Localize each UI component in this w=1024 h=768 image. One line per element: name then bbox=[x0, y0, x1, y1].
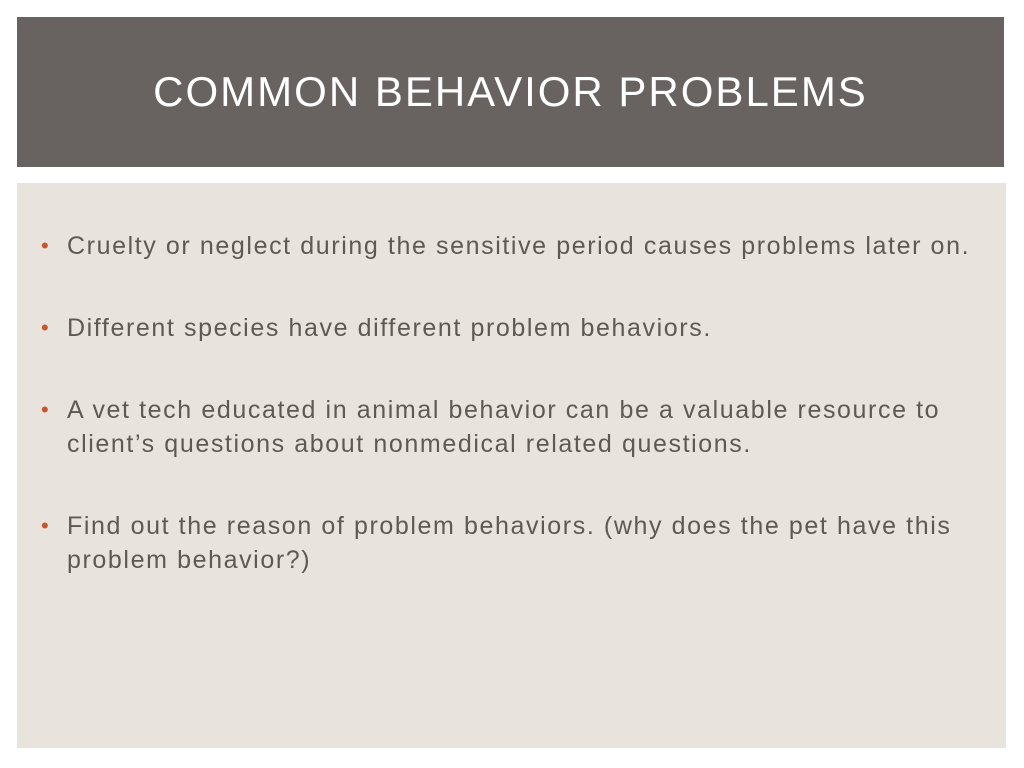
bullet-dot-icon: • bbox=[41, 315, 51, 340]
bullet-list bbox=[41, 229, 991, 577]
bullet-text: Different species have different problem behaviors. bbox=[67, 314, 712, 342]
bullet-dot-icon: • bbox=[41, 233, 51, 258]
bullet-item bbox=[41, 393, 991, 461]
bullet-text: Cruelty or neglect during the sensitive period causes problems later on. bbox=[67, 232, 971, 260]
bullet-item bbox=[41, 509, 991, 577]
bullet-text: Find out the reason of problem behaviors. (why does the pet have this problem behavior?) bbox=[67, 512, 952, 574]
bullet-item bbox=[41, 229, 991, 263]
bullet-dot-icon: • bbox=[41, 397, 51, 422]
title-bar bbox=[17, 17, 1004, 167]
bullet-text: A vet tech educated in animal behavior can be a valuable resource to client’s questions about nonmedical related questions. bbox=[67, 396, 941, 458]
content-panel bbox=[17, 183, 1006, 748]
bullet-item bbox=[41, 311, 991, 345]
slide-title: COMMON BEHAVIOR PROBLEMS bbox=[153, 68, 868, 115]
bullet-dot-icon: • bbox=[41, 513, 51, 538]
